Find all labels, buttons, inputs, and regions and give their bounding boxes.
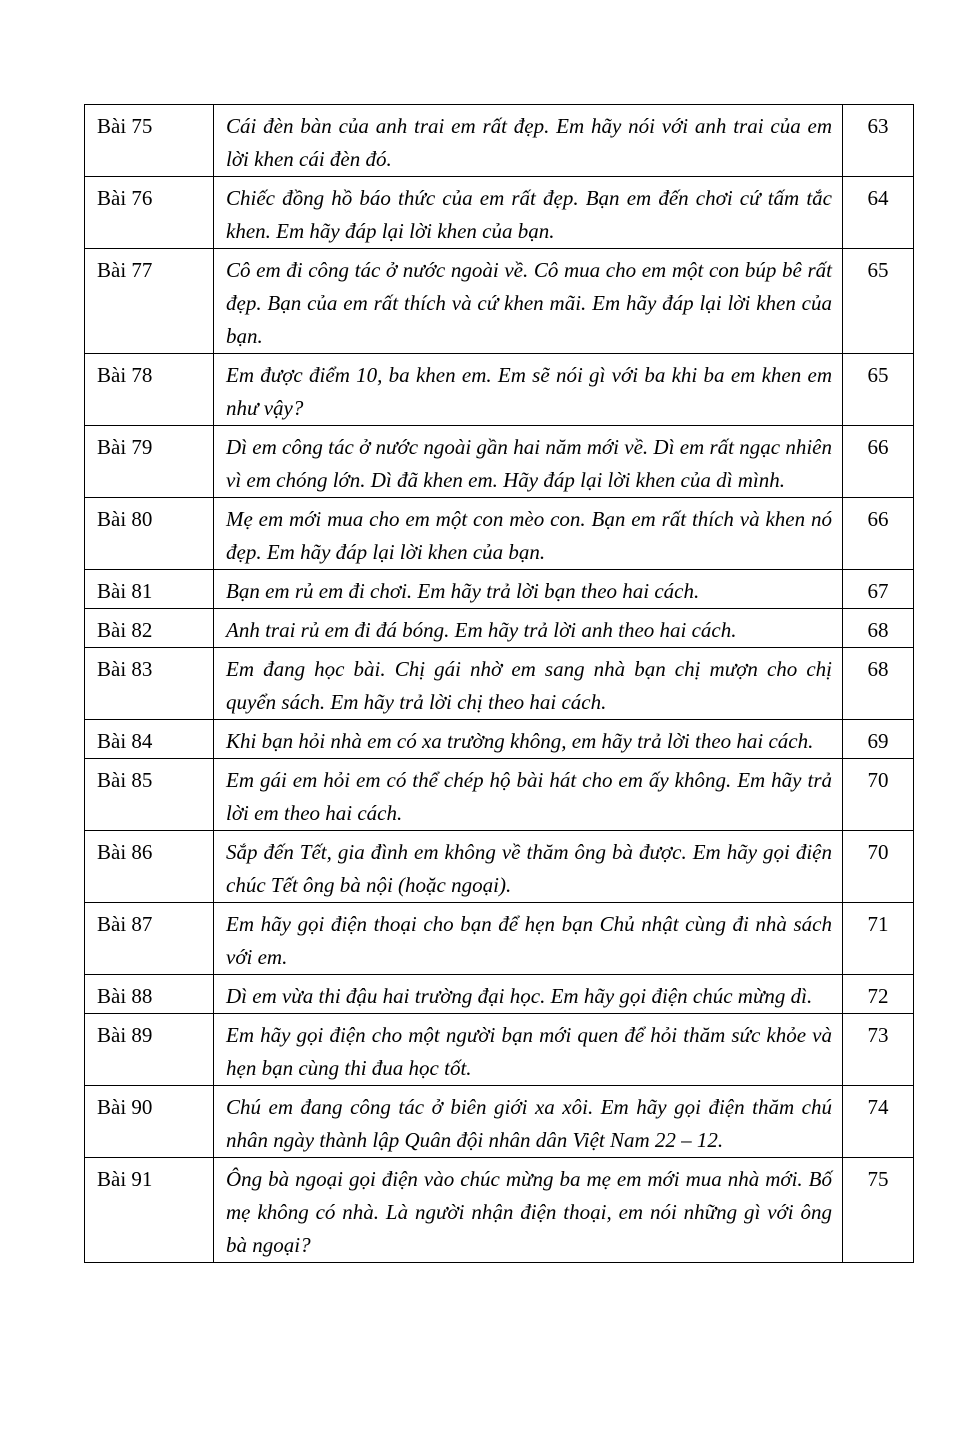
lesson-number: Bài 75 <box>85 105 214 177</box>
lesson-number: Bài 85 <box>85 759 214 831</box>
table-row <box>85 570 914 609</box>
lesson-number: Bài 89 <box>85 1014 214 1086</box>
lesson-description: Chiếc đồng hồ báo thức của em rất đẹp. Bạn em đến chơi cứ tấm tắc khen. Em hãy đáp lại lời khen của bạn. <box>214 177 843 249</box>
lesson-description: Em được điểm 10, ba khen em. Em sẽ nói gì với ba khi ba em khen em như vậy? <box>214 354 843 426</box>
page-number: 65 <box>843 249 914 354</box>
table-row <box>85 975 914 1014</box>
page-number: 65 <box>843 354 914 426</box>
lesson-number: Bài 79 <box>85 426 214 498</box>
lesson-description: Dì em vừa thi đậu hai trường đại học. Em hãy gọi điện chúc mừng dì. <box>214 975 843 1014</box>
page-number: 70 <box>843 759 914 831</box>
page-number: 67 <box>843 570 914 609</box>
page-number: 74 <box>843 1086 914 1158</box>
table-row <box>85 177 914 249</box>
page-number: 75 <box>843 1158 914 1263</box>
page-number: 63 <box>843 105 914 177</box>
page-number: 64 <box>843 177 914 249</box>
page-number: 68 <box>843 648 914 720</box>
lesson-description: Em hãy gọi điện cho một người bạn mới quen để hỏi thăm sức khỏe và hẹn bạn cùng thi đua học tốt. <box>214 1014 843 1086</box>
table-row <box>85 1086 914 1158</box>
lesson-description: Dì em công tác ở nước ngoài gần hai năm mới về. Dì em rất ngạc nhiên vì em chóng lớn. Dì đã khen em. Hãy đáp lại lời khen của dì mình. <box>214 426 843 498</box>
lesson-description: Bạn em rủ em đi chơi. Em hãy trả lời bạn theo hai cách. <box>214 570 843 609</box>
lesson-number: Bài 77 <box>85 249 214 354</box>
page-number: 71 <box>843 903 914 975</box>
lesson-number: Bài 91 <box>85 1158 214 1263</box>
table-row <box>85 648 914 720</box>
page-number: 66 <box>843 426 914 498</box>
toc-body <box>85 105 914 1263</box>
lesson-description: Em đang học bài. Chị gái nhờ em sang nhà bạn chị mượn cho chị quyển sách. Em hãy trả lời chị theo hai cách. <box>214 648 843 720</box>
lesson-description: Ông bà ngoại gọi điện vào chúc mừng ba mẹ em mới mua nhà mới. Bố mẹ không có nhà. Là người nhận điện thoại, em nói những gì với ông bà ngoại? <box>214 1158 843 1263</box>
lesson-description: Em hãy gọi điện thoại cho bạn để hẹn bạn Chủ nhật cùng đi nhà sách với em. <box>214 903 843 975</box>
table-row <box>85 759 914 831</box>
lesson-description: Cô em đi công tác ở nước ngoài về. Cô mua cho em một con búp bê rất đẹp. Bạn của em rất thích và cứ khen mãi. Em hãy đáp lại lời khen của bạn. <box>214 249 843 354</box>
table-row <box>85 903 914 975</box>
lesson-number: Bài 83 <box>85 648 214 720</box>
page-number: 66 <box>843 498 914 570</box>
lesson-description: Cái đèn bàn của anh trai em rất đẹp. Em hãy nói với anh trai của em lời khen cái đèn đó. <box>214 105 843 177</box>
lesson-number: Bài 78 <box>85 354 214 426</box>
page-number: 70 <box>843 831 914 903</box>
lesson-number: Bài 84 <box>85 720 214 759</box>
page-number: 72 <box>843 975 914 1014</box>
table-row <box>85 498 914 570</box>
lesson-description: Khi bạn hỏi nhà em có xa trường không, em hãy trả lời theo hai cách. <box>214 720 843 759</box>
table-row <box>85 105 914 177</box>
lesson-number: Bài 86 <box>85 831 214 903</box>
table-row <box>85 1158 914 1263</box>
lesson-description: Em gái em hỏi em có thể chép hộ bài hát cho em ấy không. Em hãy trả lời em theo hai cách. <box>214 759 843 831</box>
table-row <box>85 720 914 759</box>
lesson-number: Bài 90 <box>85 1086 214 1158</box>
table-row <box>85 831 914 903</box>
lesson-description: Sắp đến Tết, gia đình em không về thăm ông bà được. Em hãy gọi điện chúc Tết ông bà nội (hoặc ngoại). <box>214 831 843 903</box>
page-number: 69 <box>843 720 914 759</box>
lesson-number: Bài 81 <box>85 570 214 609</box>
lesson-number: Bài 88 <box>85 975 214 1014</box>
lesson-description: Anh trai rủ em đi đá bóng. Em hãy trả lời anh theo hai cách. <box>214 609 843 648</box>
table-row <box>85 609 914 648</box>
lesson-description: Mẹ em mới mua cho em một con mèo con. Bạn em rất thích và khen nó đẹp. Em hãy đáp lại lời khen của bạn. <box>214 498 843 570</box>
page-number: 68 <box>843 609 914 648</box>
table-row <box>85 249 914 354</box>
lesson-description: Chú em đang công tác ở biên giới xa xôi. Em hãy gọi điện thăm chú nhân ngày thành lập Quân đội nhân dân Việt Nam 22 – 12. <box>214 1086 843 1158</box>
table-row <box>85 354 914 426</box>
table-row <box>85 1014 914 1086</box>
lesson-number: Bài 82 <box>85 609 214 648</box>
toc-table <box>84 104 914 1263</box>
table-row <box>85 426 914 498</box>
page-number: 73 <box>843 1014 914 1086</box>
lesson-number: Bài 80 <box>85 498 214 570</box>
lesson-number: Bài 76 <box>85 177 214 249</box>
lesson-number: Bài 87 <box>85 903 214 975</box>
